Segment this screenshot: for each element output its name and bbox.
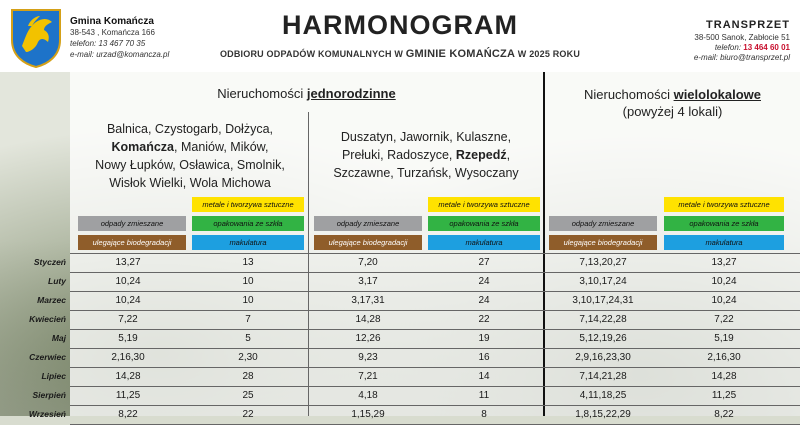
month-label: Luty — [48, 276, 66, 286]
heading-bold: wielolokalowe — [673, 87, 761, 102]
table-row — [0, 405, 800, 424]
date-cell: 4,18 — [358, 390, 378, 401]
multi-family-heading — [545, 86, 800, 120]
date-cell: 2,16,30 — [111, 352, 145, 363]
date-cell: 10,24 — [711, 295, 737, 306]
date-cell: 8 — [481, 409, 487, 420]
date-cell: 3,10,17,24,31 — [572, 295, 634, 306]
town-line: Wisłok Wielki, Wola Michowa — [109, 176, 271, 190]
date-cell: 7,22 — [714, 314, 734, 325]
date-cell: 10,24 — [115, 276, 141, 287]
date-cell: 7,14,22,28 — [579, 314, 627, 325]
company-phone-label: telefon: — [714, 43, 744, 52]
label-bio: ulegające biodegradacji — [314, 235, 422, 250]
town-line: Balnica, Czystogarb, Dołżyca, — [106, 122, 274, 136]
label-metal: metale i tworzywa sztuczne — [428, 197, 540, 212]
table-row — [0, 272, 800, 291]
label-metal: metale i tworzywa sztuczne — [192, 197, 304, 212]
date-cell: 14,28 — [355, 314, 381, 325]
label-paper: makulatura — [664, 235, 784, 250]
town-bold: Komańcza — [111, 140, 175, 154]
date-cell: 7,21 — [358, 371, 378, 382]
date-cell: 10 — [242, 276, 254, 287]
subtitle-municipality: GMINIE KOMAŃCZA — [405, 48, 516, 60]
table-row — [0, 291, 800, 310]
page-title: HARMONOGRAM — [282, 10, 518, 40]
label-mixed: odpady zmieszane — [314, 216, 422, 231]
company-logo: TRANSPRZET — [706, 19, 790, 31]
town-line: Duszatyn, Jawornik, Kulaszne, — [340, 130, 512, 144]
company-info — [640, 20, 790, 63]
heading-bold: jednorodzinne — [306, 86, 396, 101]
date-cell: 10 — [242, 295, 254, 306]
label-bio: ulegające biodegradacji — [78, 235, 186, 250]
date-cell: 3,17,31 — [351, 295, 385, 306]
label-mixed: odpady zmieszane — [78, 216, 186, 231]
town-bold: Rzepedź — [455, 148, 507, 162]
label-glass: opakowania ze szkła — [428, 216, 540, 231]
date-cell: 8,22 — [118, 409, 138, 420]
subtitle-part: ODBIORU ODPADÓW KOMUNALNYCH W — [219, 49, 406, 59]
date-cell: 10,24 — [711, 276, 737, 287]
table-row — [0, 348, 800, 367]
date-cell: 7,22 — [118, 314, 138, 325]
date-cell: 11,25 — [711, 390, 737, 401]
date-cell: 2,9,16,23,30 — [575, 352, 631, 363]
date-cell: 27 — [478, 257, 490, 268]
date-cell: 19 — [478, 333, 490, 344]
municipality-email: e-mail: urzad@komancza.pl — [70, 50, 170, 59]
municipality-address: 38-543 , Komańcza 166 — [70, 28, 155, 37]
month-label: Maj — [51, 333, 66, 343]
date-cell: 11,25 — [115, 390, 141, 401]
single-family-heading — [70, 86, 543, 101]
date-cell: 11 — [478, 390, 490, 401]
label-paper: makulatura — [428, 235, 540, 250]
town-rest: , Maniów, Mików, — [174, 140, 269, 154]
date-cell: 5,12,19,26 — [579, 333, 627, 344]
date-cell: 24 — [478, 276, 490, 287]
subtitle-year: W 2025 ROKU — [515, 49, 581, 59]
town-line — [310, 146, 542, 164]
table-top-line — [70, 253, 800, 254]
label-glass: opakowania ze szkła — [192, 216, 304, 231]
date-cell: 5,19 — [714, 333, 734, 344]
company-phone: 13 464 60 01 — [743, 43, 790, 52]
municipality-name: Gmina Komańcza — [70, 16, 154, 27]
town-suffix: , — [506, 148, 511, 162]
date-cell: 2,16,30 — [707, 352, 741, 363]
month-label: Marzec — [37, 295, 66, 305]
date-cell: 12,26 — [355, 333, 381, 344]
municipality-phone: telefon: 13 467 70 35 — [70, 39, 146, 48]
table-row — [0, 253, 800, 272]
heading-subtext: (powyżej 4 lokali) — [622, 104, 723, 119]
date-cell: 7,14,21,28 — [579, 371, 627, 382]
date-cell: 1,8,15,22,29 — [575, 409, 631, 420]
date-cell: 3,17 — [358, 276, 378, 287]
date-cell: 13,27 — [711, 257, 737, 268]
label-metal: metale i tworzywa sztuczne — [664, 197, 784, 212]
date-cell: 13 — [242, 257, 254, 268]
month-label: Lipiec — [41, 371, 66, 381]
date-cell: 14 — [478, 371, 490, 382]
label-bio: ulegające biodegradacji — [549, 235, 657, 250]
table-row — [0, 386, 800, 405]
header — [0, 0, 800, 72]
date-cell: 1,15,29 — [351, 409, 385, 420]
town-prefix: Prełuki, Radoszyce, — [341, 148, 456, 162]
date-cell: 7,20 — [358, 257, 378, 268]
date-cell: 13,27 — [115, 257, 141, 268]
table-row — [0, 329, 800, 348]
town-group-1 — [72, 120, 308, 192]
date-cell: 7 — [245, 314, 251, 325]
table-row — [0, 367, 800, 386]
date-cell: 14,28 — [711, 371, 737, 382]
month-label: Sierpień — [32, 390, 66, 400]
town-line: Szczawne, Turzańsk, Wysoczany — [333, 166, 519, 180]
date-cell: 24 — [478, 295, 490, 306]
date-cell: 2,30 — [238, 352, 258, 363]
date-cell: 25 — [242, 390, 254, 401]
date-cell: 14,28 — [115, 371, 141, 382]
heading-text: Nieruchomości — [583, 87, 674, 102]
table-row — [0, 310, 800, 329]
date-cell: 5,19 — [118, 333, 138, 344]
month-label: Styczeń — [33, 257, 66, 267]
heading-text: Nieruchomości — [217, 86, 307, 101]
label-paper: makulatura — [192, 235, 304, 250]
date-cell: 4,11,18,25 — [579, 390, 627, 401]
date-cell: 7,13,20,27 — [579, 257, 627, 268]
town-line — [72, 138, 308, 156]
date-cell: 22 — [242, 409, 254, 420]
date-cell: 8,22 — [714, 409, 734, 420]
date-cell: 28 — [242, 371, 254, 382]
month-label: Wrzesień — [28, 409, 66, 419]
month-label: Czerwiec — [29, 352, 66, 362]
date-cell: 9,23 — [358, 352, 378, 363]
date-cell: 10,24 — [115, 295, 141, 306]
town-line: Nowy Łupków, Osławica, Smolnik, — [95, 158, 285, 172]
company-address: 38-500 Sanok, Zabłocie 51 — [694, 33, 790, 42]
date-cell: 3,10,17,24 — [579, 276, 627, 287]
town-group-2 — [310, 128, 542, 182]
month-label: Kwiecień — [29, 314, 66, 324]
date-cell: 16 — [478, 352, 490, 363]
company-email: e-mail: biuro@transprzet.pl — [693, 53, 790, 62]
label-mixed: odpady zmieszane — [549, 216, 657, 231]
date-cell: 22 — [478, 314, 490, 325]
label-glass: opakowania ze szkła — [664, 216, 784, 231]
date-cell: 5 — [245, 333, 251, 344]
